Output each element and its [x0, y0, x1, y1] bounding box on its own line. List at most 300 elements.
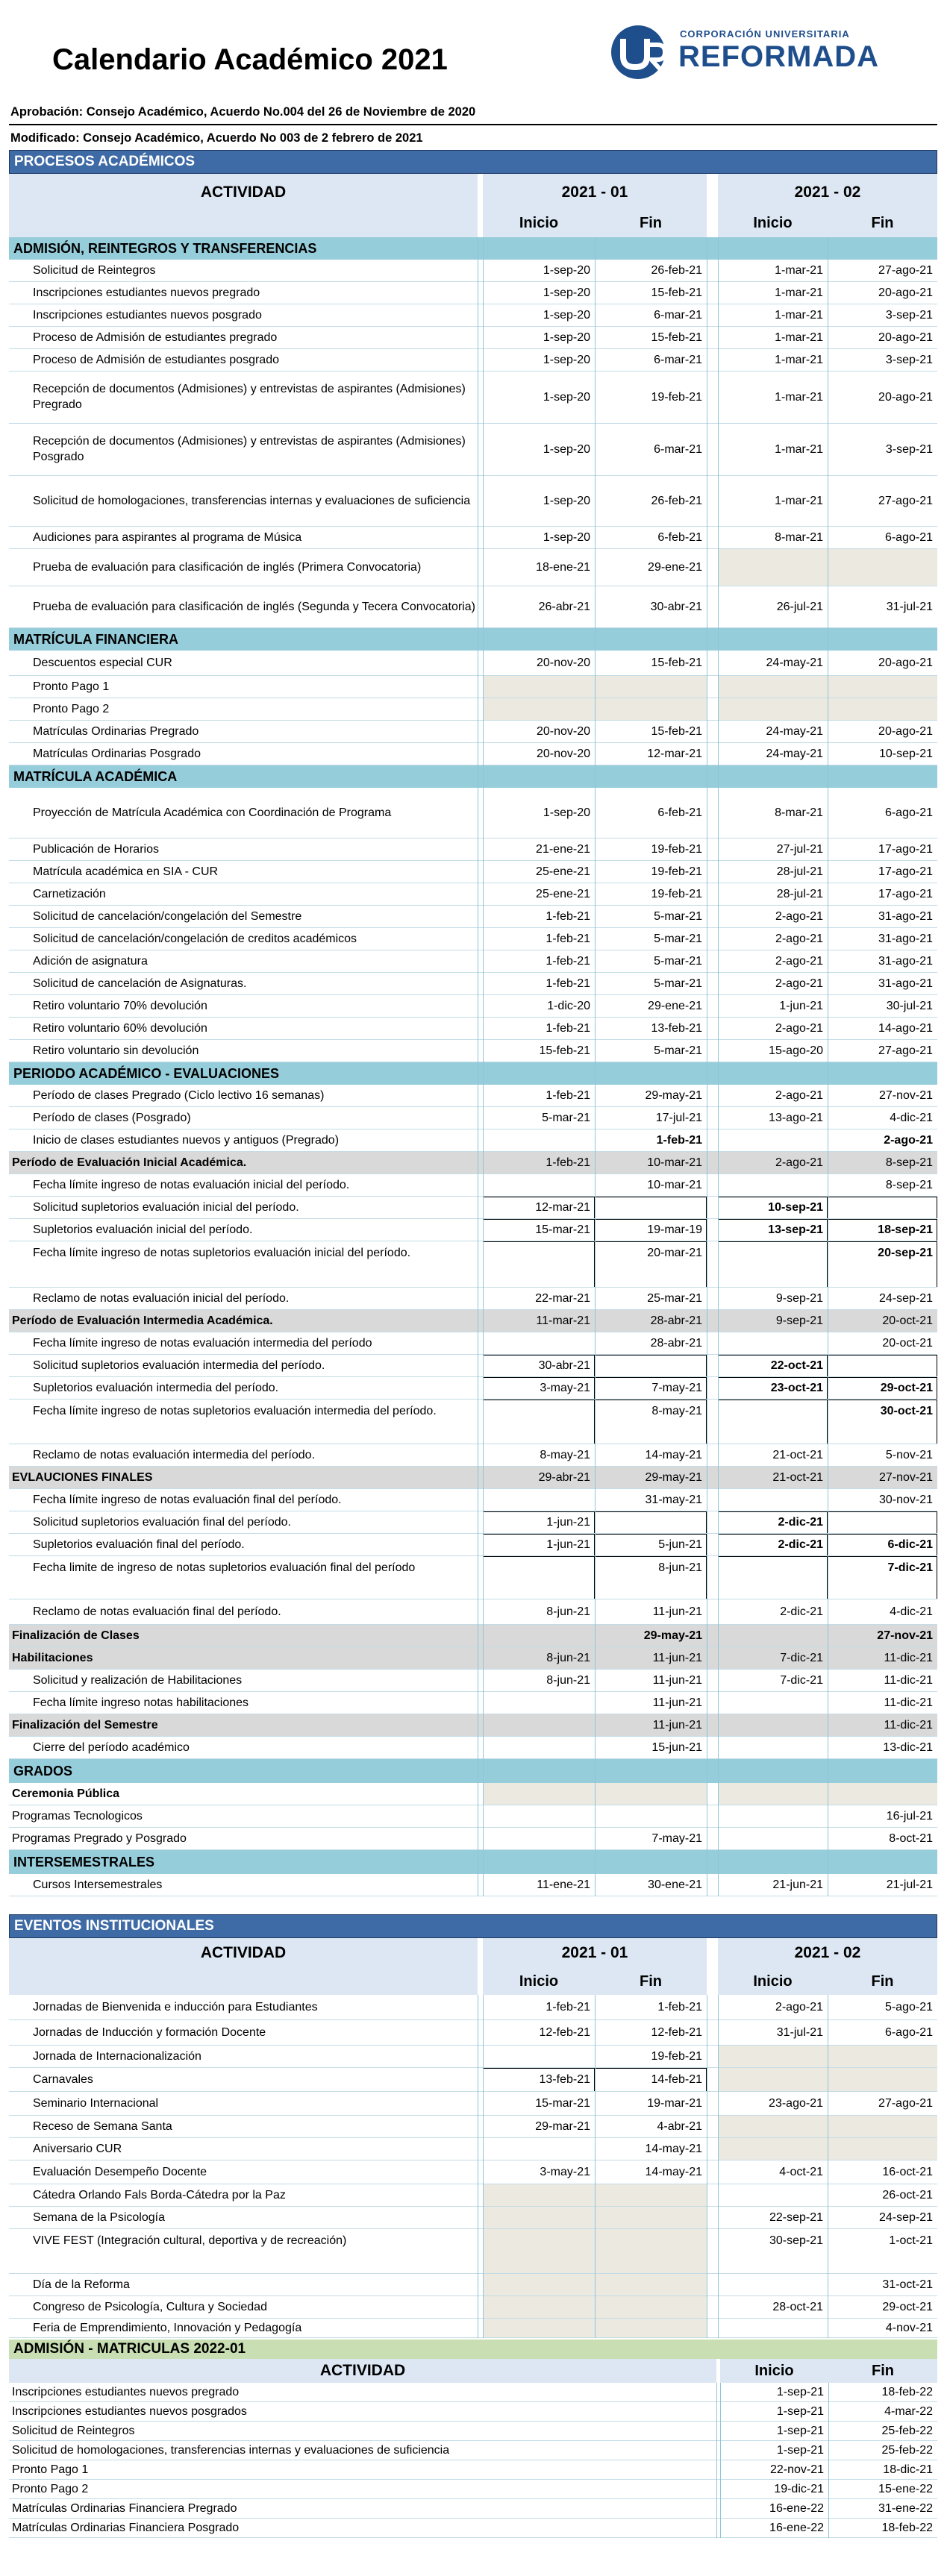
- date-cell: 3-sep-21: [885, 443, 933, 456]
- row-label: Inscripciones estudiantes nuevos posgrado: [33, 308, 262, 322]
- date-cell: 7-dic-21: [887, 1561, 933, 1574]
- date-cell: 1-dic-20: [547, 1000, 590, 1012]
- date-cell: 11-dic-21: [884, 1674, 933, 1687]
- date-cell: 18-feb-22: [881, 2522, 933, 2534]
- date-cell: 6-ago-21: [884, 531, 933, 544]
- date-cell: 2-ago-21: [775, 933, 823, 945]
- date-cell: 20-ago-21: [878, 725, 933, 738]
- date-cell: 24-may-21: [766, 656, 823, 669]
- date-cell: 5-mar-21: [654, 910, 702, 923]
- row-label: Solicitud supletorios evaluación inicial del período.: [33, 1200, 299, 1214]
- date-cell: 20-oct-21: [882, 1314, 933, 1327]
- column-divider: [718, 1995, 719, 2338]
- row-label: Jornadas de Bienvenida e inducción para Estudiantes: [33, 2000, 318, 2014]
- row-label: Fecha límite ingreso de notas evaluación final del período.: [33, 1493, 342, 1506]
- date-cell: 25-mar-21: [647, 1292, 702, 1305]
- date-cell: 1-feb-21: [546, 910, 590, 923]
- section-matriculas: ADMISIÓN - MATRICULAS 2022-01: [9, 2340, 937, 2359]
- date-cell: 30-oct-21: [880, 1405, 933, 1417]
- date-cell: 5-nov-21: [885, 1449, 933, 1461]
- logo-mark-icon: [608, 22, 675, 82]
- date-cell: 5-mar-21: [654, 933, 702, 945]
- date-cell: 10-mar-21: [647, 1156, 702, 1169]
- date-cell: 16-ene-22: [769, 2522, 824, 2534]
- date-cell: 5-mar-21: [654, 1044, 702, 1057]
- date-cell: 29-abr-21: [538, 1471, 590, 1484]
- group-header: PERIODO ACADÉMICO - EVALUACIONES: [9, 1062, 937, 1085]
- date-cell: 15-feb-21: [651, 331, 702, 344]
- row-label: Fecha límite ingreso de notas evaluación intermedia del período: [33, 1336, 372, 1350]
- date-cell: 7-may-21: [651, 1832, 702, 1845]
- date-cell: 24-sep-21: [878, 1292, 933, 1305]
- date-cell: 29-may-21: [645, 1471, 702, 1484]
- date-cell: 1-jun-21: [546, 1516, 590, 1529]
- row-label: Prueba de evaluación para clasificación de inglés (Primera Convocatoria): [33, 560, 422, 574]
- date-cell: 31-ago-21: [878, 955, 933, 968]
- row-label: Feria de Emprendimiento, Innovación y Pedagogía: [33, 2321, 302, 2334]
- modified-text: Modificado: Consejo Académico, Acuerdo No 003 de 2 febrero de 2021: [10, 131, 423, 145]
- date-cell: 21-jun-21: [772, 1878, 823, 1891]
- date-cell: 27-ago-21: [878, 1044, 933, 1057]
- date-cell: 1-sep-21: [776, 2444, 824, 2457]
- date-cell: 8-mar-21: [775, 531, 823, 544]
- date-cell: 11-ene-21: [537, 1878, 590, 1891]
- date-cell: 24-sep-21: [878, 2211, 933, 2224]
- date-cell: 15-feb-21: [651, 656, 702, 669]
- row-label: Solicitud y realización de Habilitaciones: [33, 1673, 243, 1687]
- date-cell: 1-sep-20: [543, 331, 590, 344]
- row-label: Solicitud de Reintegros: [33, 263, 156, 277]
- date-cell: 9-sep-21: [775, 1292, 823, 1305]
- date-cell: 30-jul-21: [886, 1000, 933, 1012]
- date-cell: 1-sep-21: [776, 2425, 824, 2437]
- row-label: Solicitud de Reintegros: [12, 2425, 135, 2437]
- boxed-cell: [828, 1197, 937, 1219]
- row-label: Solicitud supletorios evaluación final del período.: [33, 1515, 291, 1529]
- date-cell: 15-ago-20: [769, 1044, 823, 1057]
- date-cell: 5-jun-21: [658, 1538, 702, 1551]
- boxed-cell: [483, 1400, 595, 1444]
- approval-text: Aprobación: Consejo Académico, Acuerdo No.004 del 26 de Noviembre de 2020: [10, 105, 476, 119]
- date-cell: 6-dic-21: [887, 1538, 933, 1551]
- column-divider: [720, 2383, 721, 2538]
- date-cell: 1-mar-21: [775, 331, 823, 344]
- date-cell: 27-jul-21: [776, 843, 823, 856]
- date-cell: 1-sep-20: [543, 309, 590, 322]
- date-cell: 26-feb-21: [651, 495, 702, 507]
- date-cell: 7-dic-21: [780, 1652, 823, 1664]
- date-cell: 23-oct-21: [770, 1382, 823, 1394]
- row-label: Semana de la Psicología: [33, 2210, 165, 2224]
- date-cell: 1-sep-20: [543, 806, 590, 819]
- date-cell: 3-sep-21: [885, 309, 933, 322]
- date-cell: 1-mar-21: [775, 443, 823, 456]
- boxed-cell: [595, 1511, 707, 1534]
- date-cell: 7-may-21: [651, 1382, 702, 1394]
- date-cell: 1-mar-21: [775, 495, 823, 507]
- date-cell: 19-feb-21: [651, 865, 702, 878]
- header-period-2: 2021 - 02: [794, 184, 861, 201]
- date-cell: 31-ene-22: [878, 2502, 933, 2515]
- date-cell: 9-sep-21: [775, 1314, 823, 1327]
- date-cell: 18-feb-22: [881, 2386, 933, 2398]
- date-cell: 4-abr-21: [657, 2120, 702, 2133]
- date-cell: 1-sep-21: [776, 2386, 824, 2398]
- date-cell: 1-feb-21: [546, 2001, 590, 2014]
- row-label: Matrículas Ordinarias Financiera Posgrado: [12, 2522, 240, 2534]
- date-cell: 1-jun-21: [546, 1538, 590, 1551]
- date-cell: 31-may-21: [645, 1494, 702, 1506]
- boxed-cell: [483, 1556, 595, 1599]
- row-label: Audiciones para aspirantes al programa de Música: [33, 530, 302, 544]
- date-cell: 26-jul-21: [776, 601, 823, 613]
- row-label: Jornada de Internacionalización: [33, 2049, 201, 2063]
- date-cell: 2-ago-21: [775, 977, 823, 990]
- date-cell: 22-nov-21: [769, 2463, 824, 2476]
- date-cell: 10-mar-21: [647, 1179, 702, 1191]
- boxed-cell: [595, 1355, 707, 1377]
- date-cell: 5-mar-21: [542, 1112, 590, 1124]
- row-label: Matrícula académica en SIA - CUR: [33, 865, 219, 878]
- row-label: Retiro voluntario 60% devolución: [33, 1021, 207, 1035]
- boxed-cell: [718, 1241, 828, 1288]
- date-cell: 25-feb-22: [881, 2425, 933, 2437]
- date-cell: 1-sep-20: [543, 443, 590, 456]
- row-label: Solicitud de cancelación de Asignaturas.: [33, 977, 247, 990]
- row-label: Período de clases (Posgrado): [33, 1111, 191, 1124]
- date-cell: 8-sep-21: [885, 1179, 933, 1191]
- date-cell: 13-feb-21: [539, 2073, 590, 2086]
- date-cell: 18-sep-21: [878, 1223, 933, 1236]
- date-cell: 4-nov-21: [885, 2322, 933, 2334]
- date-cell: 31-oct-21: [882, 2278, 933, 2291]
- date-cell: 21-ene-21: [536, 843, 590, 856]
- date-cell: 11-mar-21: [536, 1314, 590, 1327]
- date-cell: 6-mar-21: [654, 443, 702, 456]
- date-cell: 8-oct-21: [889, 1832, 933, 1845]
- header-inicio-2: Inicio: [753, 214, 793, 231]
- date-cell: 11-jun-21: [652, 1605, 702, 1618]
- row-label: Cátedra Orlando Fals Borda-Cátedra por la Paz: [33, 2188, 286, 2201]
- date-cell: 4-dic-21: [890, 1112, 933, 1124]
- date-cell: 12-feb-21: [539, 2026, 590, 2039]
- date-cell: 1-feb-21: [546, 1156, 590, 1169]
- date-cell: 29-oct-21: [880, 1382, 933, 1394]
- row-label: Finalización del Semestre: [12, 1718, 158, 1732]
- row-label: Período de Evaluación Inicial Académica.: [12, 1156, 247, 1169]
- date-cell: 20-ago-21: [878, 286, 933, 299]
- date-cell: 15-feb-21: [651, 286, 702, 299]
- date-cell: 20-nov-20: [536, 725, 590, 738]
- date-cell: 20-ago-21: [878, 331, 933, 344]
- date-cell: 1-feb-21: [546, 1022, 590, 1035]
- date-cell: 20-nov-20: [536, 748, 590, 760]
- group-header: MATRÍCULA ACADÉMICA: [9, 765, 937, 788]
- divider: [9, 124, 937, 125]
- row-label: Pronto Pago 1: [33, 680, 110, 693]
- date-cell: 5-mar-21: [654, 955, 702, 968]
- section-eventos: EVENTOS INSTITUCIONALES: [9, 1914, 937, 1938]
- date-cell: 6-ago-21: [884, 806, 933, 819]
- header-fin-1: Fin: [640, 214, 662, 231]
- date-cell: 2-ago-21: [775, 2001, 823, 2014]
- date-cell: 29-mar-21: [535, 2120, 590, 2133]
- date-cell: 6-feb-21: [657, 806, 702, 819]
- date-cell: 25-ene-21: [536, 865, 590, 878]
- row-label: Día de la Reforma: [33, 2278, 130, 2291]
- header-period-2: 2021 - 02: [794, 1944, 861, 1961]
- logo-subtitle: CORPORACIÓN UNIVERSITARIA: [680, 28, 850, 40]
- date-cell: 27-ago-21: [878, 495, 933, 507]
- date-cell: 17-ago-21: [878, 888, 933, 900]
- date-cell: 1-sep-20: [543, 391, 590, 404]
- row-label: Proceso de Admisión de estudiantes pregrado: [33, 330, 278, 344]
- date-cell: 2-dic-21: [778, 1516, 823, 1529]
- row-label: Seminario Internacional: [33, 2096, 159, 2110]
- date-cell: 31-jul-21: [776, 2026, 823, 2039]
- row-label: Solicitud de homologaciones, transferencias internas y evaluaciones de suficiencia: [33, 494, 471, 507]
- date-cell: 1-feb-21: [656, 1134, 702, 1147]
- header-fin-2: Fin: [871, 214, 894, 231]
- date-cell: 1-mar-21: [775, 264, 823, 277]
- date-cell: 3-sep-21: [885, 354, 933, 366]
- row-label: Prueba de evaluación para clasificación de inglés (Segunda y Tecera Convocatoria): [33, 600, 475, 613]
- date-cell: 20-mar-21: [647, 1247, 702, 1259]
- date-cell: 16-jul-21: [886, 1810, 933, 1823]
- date-cell: 4-dic-21: [890, 1605, 933, 1618]
- date-cell: 20-ago-21: [878, 656, 933, 669]
- row-label: Supletorios evaluación inicial del período.: [33, 1223, 253, 1236]
- row-label: Congreso de Psicología, Cultura y Sociedad: [33, 2300, 267, 2313]
- date-cell: 27-nov-21: [878, 1471, 933, 1484]
- date-cell: 2-ago-21: [884, 1134, 933, 1147]
- date-cell: 15-feb-21: [539, 1044, 590, 1057]
- date-cell: 8-jun-21: [658, 1561, 702, 1574]
- row-label: Pronto Pago 2: [12, 2483, 89, 2495]
- date-cell: 2-ago-21: [775, 1089, 823, 1102]
- date-cell: 20-oct-21: [882, 1337, 933, 1350]
- date-cell: 15-mar-21: [535, 2097, 590, 2110]
- date-cell: 1-mar-21: [775, 286, 823, 299]
- date-cell: 18-ene-21: [536, 561, 590, 574]
- date-cell: 1-feb-21: [546, 955, 590, 968]
- date-cell: 17-ago-21: [878, 865, 933, 878]
- date-cell: 19-feb-21: [651, 391, 702, 404]
- date-cell: 6-feb-21: [657, 531, 702, 544]
- date-cell: 1-mar-21: [775, 391, 823, 404]
- date-cell: 28-abr-21: [650, 1337, 702, 1350]
- date-cell: 1-mar-21: [775, 309, 823, 322]
- row-label: Solicitud de homologaciones, transferencias internas y evaluaciones de suficiencia: [12, 2444, 450, 2457]
- date-cell: 30-abr-21: [538, 1359, 590, 1372]
- header-fin-1: Fin: [640, 1972, 662, 1990]
- column-divider: [828, 2383, 829, 2538]
- date-cell: 14-may-21: [645, 1449, 702, 1461]
- date-cell: 29-ene-21: [648, 1000, 702, 1012]
- date-cell: 28-jul-21: [776, 865, 823, 878]
- date-cell: 31-ago-21: [878, 977, 933, 990]
- boxed-cell: [718, 1400, 828, 1444]
- row-label: Receso de Semana Santa: [33, 2119, 172, 2133]
- row-label: Proceso de Admisión de estudiantes posgrado: [33, 353, 279, 366]
- header-inicio: Inicio: [754, 2362, 794, 2379]
- row-label: Descuentos especial CUR: [33, 656, 172, 669]
- header-inicio-1: Inicio: [519, 214, 559, 231]
- date-cell: 1-oct-21: [889, 2234, 933, 2247]
- row-label: Retiro voluntario sin devolución: [33, 1044, 199, 1057]
- header-fin-2: Fin: [871, 1972, 894, 1990]
- date-cell: 17-jul-21: [655, 1112, 702, 1124]
- row-label: Evaluación Desempeño Docente: [33, 2165, 207, 2178]
- date-cell: 22-sep-21: [769, 2211, 823, 2224]
- date-cell: 1-sep-20: [543, 495, 590, 507]
- date-cell: 19-feb-21: [651, 843, 702, 856]
- date-cell: 19-feb-21: [651, 888, 702, 900]
- row-label: Reclamo de notas evaluación intermedia del período.: [33, 1448, 316, 1461]
- date-cell: 25-ene-21: [536, 888, 590, 900]
- row-label: Fecha límite ingreso de notas supletorios evaluación inicial del período.: [33, 1247, 411, 1259]
- date-cell: 29-may-21: [645, 1089, 702, 1102]
- date-cell: 31-ago-21: [878, 910, 933, 923]
- row-label: Pronto Pago 1: [12, 2463, 89, 2476]
- date-cell: 11-jun-21: [652, 1652, 702, 1664]
- date-cell: 4-oct-21: [779, 2166, 823, 2178]
- date-cell: 31-ago-21: [878, 933, 933, 945]
- date-cell: 6-mar-21: [654, 354, 702, 366]
- date-cell: 25-feb-22: [881, 2444, 933, 2457]
- date-cell: 13-sep-21: [768, 1223, 823, 1236]
- logo: [608, 22, 937, 82]
- row-label: Inscripciones estudiantes nuevos posgrados: [12, 2405, 247, 2418]
- date-cell: 24-may-21: [766, 725, 823, 738]
- header-period-1: 2021 - 01: [561, 1944, 628, 1961]
- date-cell: 28-abr-21: [650, 1314, 702, 1327]
- date-cell: 16-oct-21: [882, 2166, 933, 2178]
- date-cell: 1-sep-20: [543, 531, 590, 544]
- group-header: ADMISIÓN, REINTEGROS Y TRANSFERENCIAS: [9, 237, 937, 260]
- date-cell: 6-mar-21: [654, 309, 702, 322]
- date-cell: 1-feb-21: [657, 2001, 702, 2014]
- date-cell: 19-dic-21: [774, 2483, 824, 2495]
- date-cell: 1-mar-21: [775, 354, 823, 366]
- date-cell: 8-jun-21: [546, 1652, 590, 1664]
- row-label: Recepción de documentos (Admisiones) y entrevistas de aspirantes (Admisiones) Posgrado: [33, 435, 466, 463]
- boxed-cell: [828, 1355, 937, 1377]
- date-cell: 11-dic-21: [884, 1719, 933, 1732]
- row-label: Aniversario CUR: [33, 2142, 122, 2155]
- date-cell: 8-sep-21: [885, 1156, 933, 1169]
- date-cell: 26-oct-21: [882, 2189, 933, 2201]
- row-label: Solicitud supletorios evaluación intermedia del período.: [33, 1358, 325, 1372]
- date-cell: 28-oct-21: [772, 2301, 823, 2313]
- row-label: Solicitud de cancelación/congelación de creditos académicos: [33, 932, 357, 945]
- row-label: Cierre del período académico: [33, 1740, 190, 1754]
- date-cell: 26-abr-21: [538, 601, 590, 613]
- date-cell: 1-feb-21: [546, 1089, 590, 1102]
- page-title: Calendario Académico 2021: [52, 43, 448, 76]
- date-cell: 27-nov-21: [877, 1629, 933, 1642]
- row-label: VIVE FEST (Integración cultural, deportiva y de recreación): [33, 2234, 347, 2247]
- date-cell: 4-mar-22: [884, 2405, 933, 2418]
- row-label: Solicitud de cancelación/congelación del Semestre: [33, 909, 302, 923]
- row-label: Programas Tecnologicos: [12, 1809, 143, 1823]
- row-label: Período de clases Pregrado (Ciclo lectivo 16 semanas): [33, 1088, 325, 1102]
- date-cell: 11-dic-21: [884, 1652, 933, 1664]
- date-cell: 20-sep-21: [878, 1247, 933, 1259]
- header-actividad: ACTIVIDAD: [319, 2362, 406, 2379]
- date-cell: 27-ago-21: [878, 264, 933, 277]
- date-cell: 29-ene-21: [648, 561, 702, 574]
- header-inicio-2: Inicio: [753, 1972, 793, 1990]
- boxed-cell: [595, 1197, 707, 1219]
- row-label: Reclamo de notas evaluación final del período.: [33, 1605, 281, 1618]
- column-divider: [716, 2383, 717, 2538]
- date-cell: 8-may-21: [651, 1405, 702, 1417]
- row-label: Cursos Intersemestrales: [33, 1878, 163, 1891]
- date-cell: 13-dic-21: [883, 1741, 933, 1754]
- date-cell: 1-sep-20: [543, 286, 590, 299]
- date-cell: 29-oct-21: [882, 2301, 933, 2313]
- row-label: Supletorios evaluación final del período.: [33, 1538, 245, 1551]
- date-cell: 30-abr-21: [650, 601, 702, 613]
- date-cell: 5-mar-21: [654, 977, 702, 990]
- date-cell: 13-ago-21: [769, 1112, 823, 1124]
- row-label: Matrículas Ordinarias Pregrado: [33, 724, 199, 738]
- header-actividad: ACTIVIDAD: [200, 184, 287, 201]
- date-cell: 29-may-21: [643, 1629, 702, 1642]
- date-cell: 11-jun-21: [652, 1696, 702, 1709]
- date-cell: 15-mar-21: [535, 1223, 590, 1236]
- row-label: Fecha límite ingreso de notas evaluación inicial del período.: [33, 1178, 350, 1191]
- row-label: EVLAUCIONES FINALES: [12, 1470, 153, 1484]
- date-cell: 10-sep-21: [878, 748, 933, 760]
- row-label: Fecha limite de ingreso de notas supletorios evaluación final del período: [33, 1561, 416, 1574]
- date-cell: 2-ago-21: [775, 910, 823, 923]
- date-cell: 15-jun-21: [651, 1741, 702, 1754]
- row-label: Carnavales: [33, 2072, 93, 2086]
- group-header: GRADOS: [9, 1759, 937, 1783]
- date-cell: 11-jun-21: [652, 1674, 702, 1687]
- date-cell: 1-feb-21: [546, 977, 590, 990]
- date-cell: 20-ago-21: [878, 391, 933, 404]
- date-cell: 26-feb-21: [651, 264, 702, 277]
- row-label: Fecha límite ingreso notas habilitaciones: [33, 1696, 249, 1709]
- date-cell: 19-mar-19: [647, 1223, 702, 1236]
- row-divider: [9, 2537, 937, 2538]
- date-cell: 3-may-21: [540, 1382, 590, 1394]
- header-fin: Fin: [872, 2362, 894, 2379]
- date-cell: 31-jul-21: [886, 601, 933, 613]
- date-cell: 17-ago-21: [878, 843, 933, 856]
- header-actividad: ACTIVIDAD: [200, 1944, 287, 1961]
- row-label: Recepción de documentos (Admisiones) y entrevistas de aspirantes (Admisiones) Pregrado: [33, 383, 466, 411]
- row-label: Supletorios evaluación intermedia del período.: [33, 1381, 279, 1394]
- date-cell: 18-dic-21: [883, 2463, 933, 2476]
- date-cell: 14-feb-21: [651, 2073, 702, 2086]
- date-cell: 2-ago-21: [775, 1156, 823, 1169]
- header-inicio-1: Inicio: [519, 1972, 559, 1990]
- date-cell: 8-jun-21: [546, 1605, 590, 1618]
- date-cell: 30-ene-21: [648, 1878, 702, 1891]
- date-cell: 1-sep-21: [776, 2405, 824, 2418]
- date-cell: 11-dic-21: [884, 1696, 933, 1709]
- row-label: Jornadas de Inducción y formación Docente: [33, 2025, 266, 2039]
- row-label: Período de Evaluación Intermedia Académica.: [12, 1314, 273, 1327]
- date-cell: 19-feb-21: [651, 2050, 702, 2063]
- date-cell: 22-mar-21: [535, 1292, 590, 1305]
- row-label: Inicio de clases estudiantes nuevos y antiguos (Pregrado): [33, 1133, 340, 1147]
- date-cell: 8-jun-21: [546, 1674, 590, 1687]
